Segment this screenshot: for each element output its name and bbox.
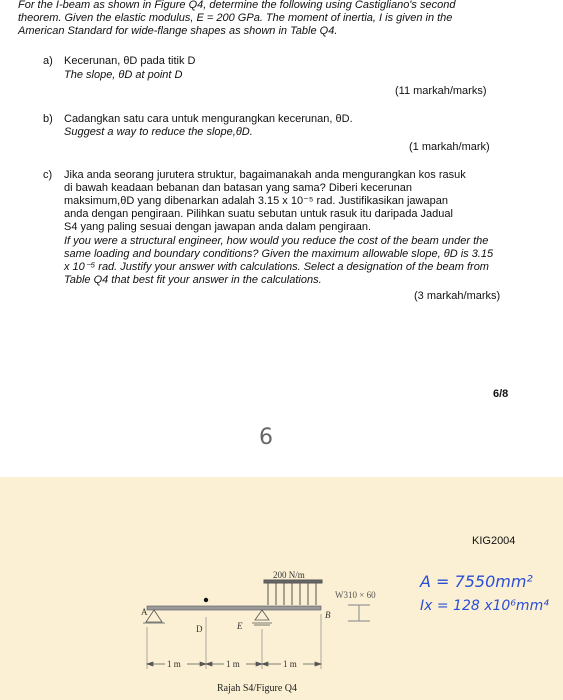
part-c-malay-1: Jika anda seorang jurutera struktur, bagaimanakah anda mengurangkan kos rasuk xyxy=(64,169,466,181)
dimension-2-label: 1 m xyxy=(226,659,240,669)
part-c-malay-5: S4 yang paling sesuai dengan jawapan anda dalam pengiraan. xyxy=(64,221,372,233)
figure-caption: Rajah S4/Figure Q4 xyxy=(217,683,297,694)
part-c-label: c) xyxy=(43,169,53,181)
part-a-marks: (11 markah/marks) xyxy=(395,85,487,97)
point-b-label: B xyxy=(325,610,331,620)
part-c-malay-4: anda dengan pengiraan. Pilihkan suatu sebutan untuk rasuk itu daripada Jadual xyxy=(64,208,453,220)
part-a-label: a) xyxy=(43,55,53,67)
intro-line-1: For the I-beam as shown in Figure Q4, determine the following using Castigliano's second xyxy=(18,0,456,11)
point-a-label: A xyxy=(141,607,148,617)
part-c-malay-3: maksimum,θD yang dibenarkan adalah 3.15 x 10⁻⁵ rad. Justifikasikan jawapan xyxy=(64,195,448,207)
part-c-marks: (3 markah/marks) xyxy=(414,290,501,302)
part-b-label: b) xyxy=(43,113,53,125)
part-a-malay: Kecerunan, θD pada titik D xyxy=(64,55,196,67)
part-c-malay-2: di bawah keadaan bebanan dan batasan yang sama? Diberi kecerunan xyxy=(64,182,412,194)
part-c-english-4: Table Q4 that best fit your answer in the calculations. xyxy=(64,274,322,286)
distributed-load xyxy=(264,580,322,605)
roller-support-e xyxy=(252,610,272,625)
intro-line-2: theorem. Given the elastic modulus, E = 200 GPa. The moment of inertia, I is given in the xyxy=(18,12,453,24)
part-c-english-1: If you were a structural engineer, how would you reduce the cost of the beam under the xyxy=(64,235,489,247)
page-fraction: 6/8 xyxy=(493,388,509,400)
part-b-english: Suggest a way to reduce the slope,θD. xyxy=(64,126,253,138)
part-a-english: The slope, θD at point D xyxy=(64,69,183,81)
point-e-label: E xyxy=(237,621,243,631)
page-number: 6 xyxy=(259,425,273,450)
part-c-english-3: x 10⁻⁵ rad. Justify your answer with calculations. Select a designation of the beam from xyxy=(64,261,489,273)
handwritten-area: A = 7550mm² xyxy=(420,572,533,591)
dimension-1-label: 1 m xyxy=(167,659,181,669)
handwritten-inertia: Ix = 128 x10⁶mm⁴ xyxy=(420,598,549,614)
part-b-marks: (1 markah/mark) xyxy=(409,141,490,153)
course-code: KIG2004 xyxy=(472,535,516,547)
i-beam-section-icon xyxy=(348,605,370,621)
load-label: 200 N/m xyxy=(273,570,305,580)
section-designation: W310 × 60 xyxy=(335,590,376,600)
intro-line-3: American Standard for wide-flange shapes as shown in Table Q4. xyxy=(18,25,338,37)
dot-marker xyxy=(204,598,208,602)
dimension-3-label: 1 m xyxy=(283,659,297,669)
point-d-label: D xyxy=(196,624,203,634)
beam xyxy=(147,606,321,610)
part-c-english-2: same loading and boundary conditions? Given the maximum allowable slope, θD is 3.15 xyxy=(64,248,494,260)
part-b-malay: Cadangkan satu cara untuk mengurangkan kecerunan, θD. xyxy=(64,113,353,125)
